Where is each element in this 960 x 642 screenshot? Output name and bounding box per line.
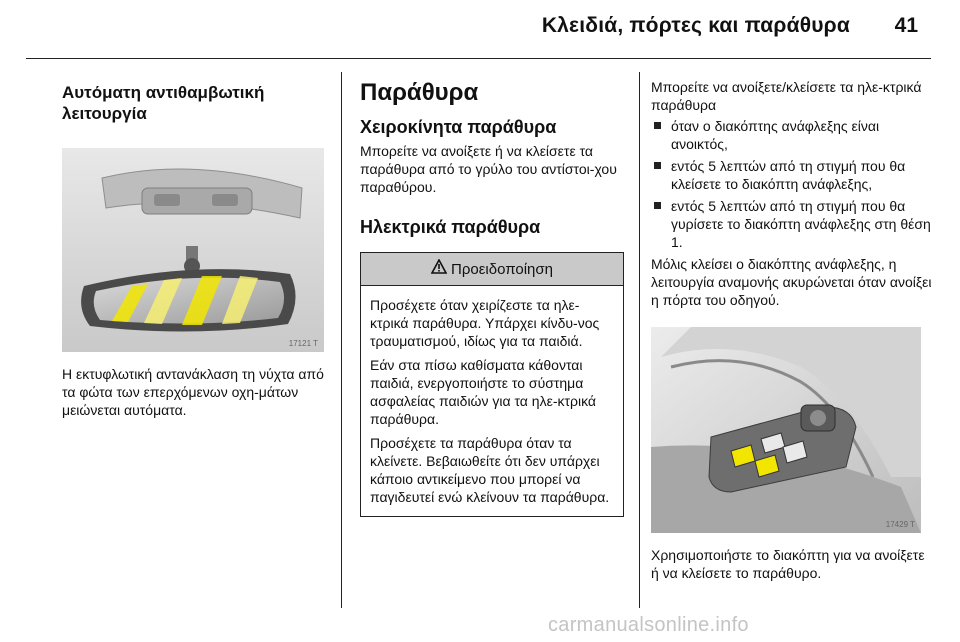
- window-switch-illustration: [651, 327, 921, 533]
- electric-windows-heading: Ηλεκτρικά παράθυρα: [360, 217, 541, 237]
- rearview-mirror-illustration: [62, 148, 324, 352]
- right-column: [651, 72, 933, 582]
- middle-column: [360, 72, 622, 517]
- column-divider-right: [639, 72, 640, 608]
- column-divider-left: [341, 72, 342, 608]
- watermark: carmanualsonline.info: [548, 614, 749, 636]
- warning-label: Προειδοποίηση: [451, 260, 553, 278]
- conditions-list: [651, 117, 933, 251]
- warning-paragraph: Εάν στα πίσω καθίσματα κάθονται παιδιά, ενεργοποιήστε το σύστημα ασφαλείας παιδιών για τα ηλε-κτρικά παράθυρα.: [370, 357, 597, 427]
- standby-text: Μόλις κλείσει ο διακόπτης ανάφλεξης, η λειτουργία αναμονής ακυρώνεται όταν ανοίξει η πόρτα του οδηγού.: [651, 256, 932, 308]
- image-code: 17121 T: [288, 339, 318, 348]
- page-header: [0, 0, 960, 62]
- auto-dimming-heading: Αυτόματη αντιθαμβωτική λειτουργία: [62, 83, 265, 123]
- warning-box: [360, 252, 624, 517]
- warning-triangle-icon: [431, 259, 447, 279]
- manual-windows-text: Μπορείτε να ανοίξετε ή να κλείσετε τα παράθυρα από το γρύλο του αντίστοι-χου παραθύρου.: [360, 143, 617, 195]
- list-item: εντός 5 λεπτών από τη στιγμή που θα κλείσετε το διακόπτη ανάφλεξης,: [651, 157, 933, 193]
- page-title: Κλειδιά, πόρτες και παράθυρα: [541, 14, 850, 37]
- bullet-square-icon: [654, 162, 661, 169]
- warning-paragraph: Προσέχετε τα παράθυρα όταν τα κλείνετε. Βεβαιωθείτε ότι δεν υπάρχει κάποιο αντικείμενο που μπορεί να παγιδευτεί ενώ κλείνουν τα παράθυρα.: [370, 435, 610, 505]
- image-code: 17429 T: [885, 520, 915, 529]
- page-number: 41: [894, 14, 918, 37]
- warning-header: [361, 253, 623, 286]
- warning-paragraph: Προσέχετε όταν χειρίζεστε τα ηλε-κτρικά παράθυρα. Υπάρχει κίνδυ-νος τραυματισμού, ιδίως για τα παιδιά.: [370, 297, 600, 349]
- auto-dimming-text: Η εκτυφλωτική αντανάκλαση τη νύχτα από τα φώτα των επερχόμενων οχη-μάτων μειώνεται αυτόματα.: [62, 366, 324, 418]
- bullet-square-icon: [654, 202, 661, 209]
- list-item: όταν ο διακόπτης ανάφλεξης είναι ανοικτός,: [651, 117, 933, 153]
- bullet-square-icon: [654, 122, 661, 129]
- left-column: [62, 72, 324, 419]
- warning-body: [361, 286, 623, 516]
- electric-intro-text: Μπορείτε να ανοίξετε/κλείσετε τα ηλε-κτρικά παράθυρα: [651, 79, 922, 113]
- window-switch-icon: [651, 327, 921, 533]
- windows-title: Παράθυρα: [360, 79, 479, 106]
- switch-caption: Χρησιμοποιήστε το διακόπτη για να ανοίξετε ή να κλείσετε το παράθυρο.: [651, 547, 925, 581]
- rearview-mirror-icon: [62, 148, 324, 352]
- manual-windows-heading: Χειροκίνητα παράθυρα: [360, 117, 557, 137]
- header-rule: [26, 58, 931, 59]
- list-item: εντός 5 λεπτών από τη στιγμή που θα γυρίσετε το διακόπτη ανάφλεξης στη θέση 1.: [651, 197, 933, 251]
